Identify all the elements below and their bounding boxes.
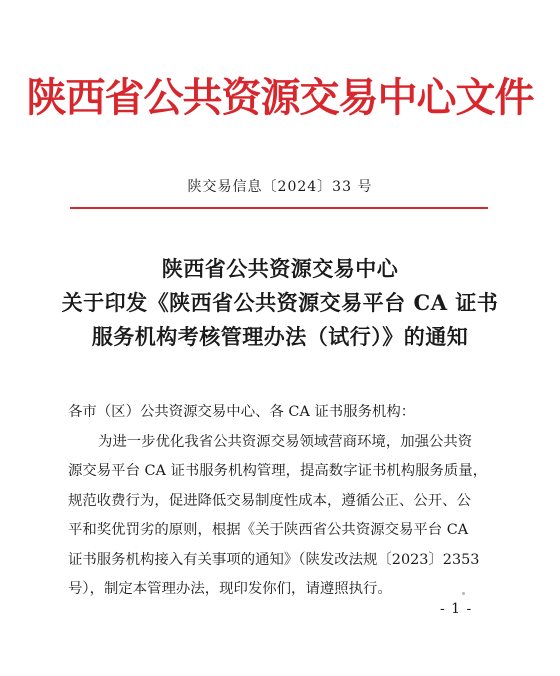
salutation: 各市（区）公共资源交易中心、各 CA 证书服务机构： <box>68 404 416 420</box>
body-line: 证书服务机构接入有关事项的通知》（陕发改法规〔2023〕2353 <box>68 551 480 568</box>
notice-title-line: 服务机构考核管理办法（试行）》的通知 <box>91 324 469 349</box>
body-line: 号），制定本管理办法，现印发你们，请遵照执行。 <box>68 581 392 597</box>
body-line: 规范收费行为，促进降低交易制度性成本，遵循公正、公开、公 <box>68 492 471 509</box>
page-number: - 1 - <box>440 601 473 617</box>
body-line: 平和奖优罚劣的原则，根据《关于陕西省公共资源交易平台 CA <box>68 522 469 538</box>
red-divider-line <box>70 207 488 209</box>
notice-title-line: 关于印发《陕西省公共资源交易平台 CA 证书 <box>61 290 499 315</box>
body-line: 为进一步优化我省公共资源交易领域营商环境，加强公共资 <box>98 433 473 450</box>
scan-speck <box>462 592 465 595</box>
document-number: 陕交易信息〔2024〕33 号 <box>187 179 373 195</box>
notice-body <box>68 398 498 605</box>
body-line: 源交易平台 CA 证书服务机构管理，提高数字证书机构服务质量， <box>68 463 488 479</box>
document-header-title: 陕西省公共资源交易中心文件 <box>26 74 534 121</box>
notice-title <box>0 252 560 354</box>
notice-title-line: 陕西省公共资源交易中心 <box>161 256 399 281</box>
